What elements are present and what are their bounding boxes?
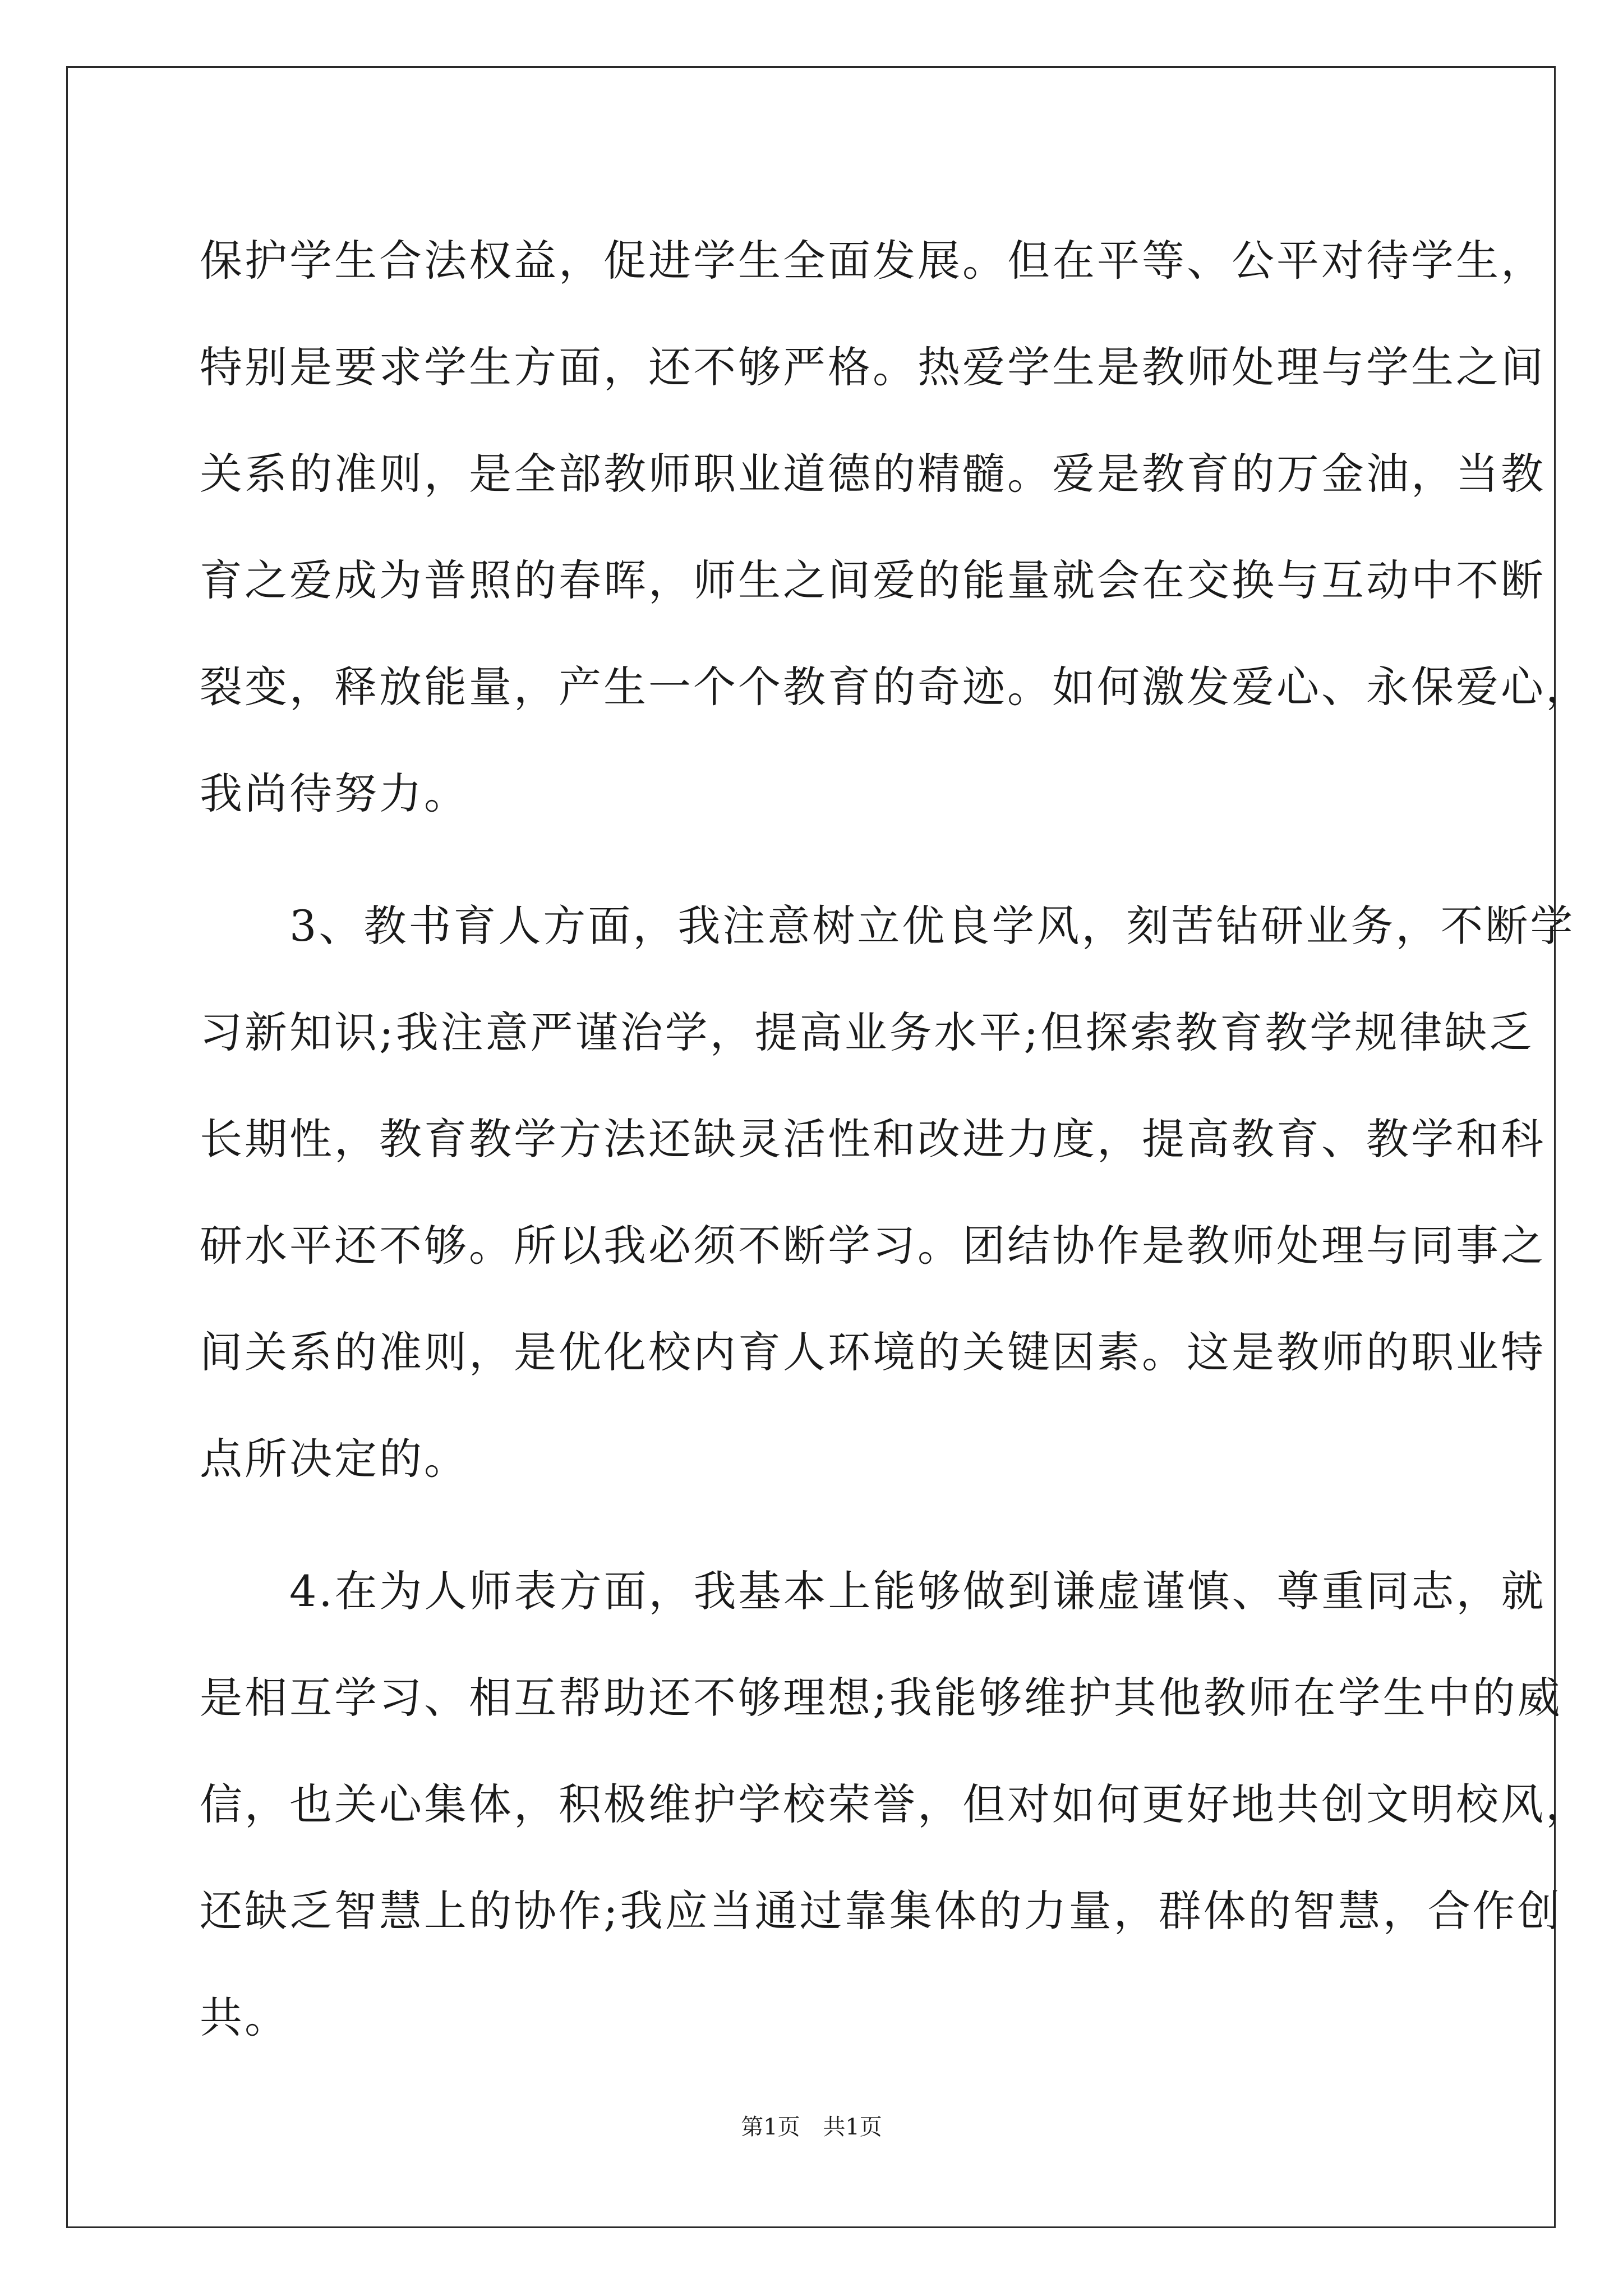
paragraph: [200, 1538, 1590, 2071]
paragraph-gap: [200, 1512, 1461, 1538]
text-line: 保护学生合法权益，促进学生全面发展。但在平等、公平对待学生，: [200, 236, 1546, 286]
text-line: 3、教书育人方面，我注意树立优良学风，刻苦钻研业务，不断学: [200, 901, 1575, 951]
text-line: 点所决定的。: [200, 1434, 469, 1484]
text-line: 研水平还不够。所以我必须不断学习。团结协作是教师处理与同事之: [200, 1221, 1546, 1271]
text-line: 是相互学习、相互帮助还不够理想;我能够维护其他教师在学生中的威: [200, 1673, 1562, 1723]
page-footer: [0, 2109, 1623, 2141]
paragraph: [200, 208, 1590, 847]
document-body: [200, 208, 1590, 2071]
page-total: 共1页: [823, 2114, 882, 2140]
text-line: 裂变，释放能量，产生一个个教育的奇迹。如何激发爱心、永保爱心，: [200, 662, 1590, 712]
text-line: 我尚待努力。: [200, 769, 469, 818]
text-line: 间关系的准则，是优化校内育人环境的关键因素。这是教师的职业特: [200, 1327, 1546, 1377]
text-line: 习新知识;我注意严谨治学，提高业务水平;但探索教育教学规律缺乏: [200, 1007, 1534, 1057]
text-line: 育之爱成为普照的春晖，师生之间爱的能量就会在交换与互动中不断: [200, 555, 1546, 605]
text-line: 特别是要求学生方面，还不够严格。热爱学生是教师处理与学生之间: [200, 342, 1546, 392]
text-line: 还缺乏智慧上的协作;我应当通过靠集体的力量，群体的智慧，合作创: [200, 1886, 1562, 1936]
text-line: 4.在为人师表方面，我基本上能够做到谦虚谨慎、尊重同志，就: [200, 1566, 1546, 1616]
text-line: 长期性，教育教学方法还缺灵活性和改进力度，提高教育、教学和科: [200, 1114, 1546, 1164]
text-line: 共。: [200, 1993, 289, 2042]
paragraph: [200, 873, 1575, 1512]
text-line: 关系的准则，是全部教师职业道德的精髓。爱是教育的万金油，当教: [200, 449, 1546, 499]
paragraph-gap: [200, 847, 1461, 873]
text-line: 信，也关心集体，积极维护学校荣誉，但对如何更好地共创文明校风，: [200, 1779, 1590, 1829]
page-number: 第1页: [741, 2114, 800, 2140]
